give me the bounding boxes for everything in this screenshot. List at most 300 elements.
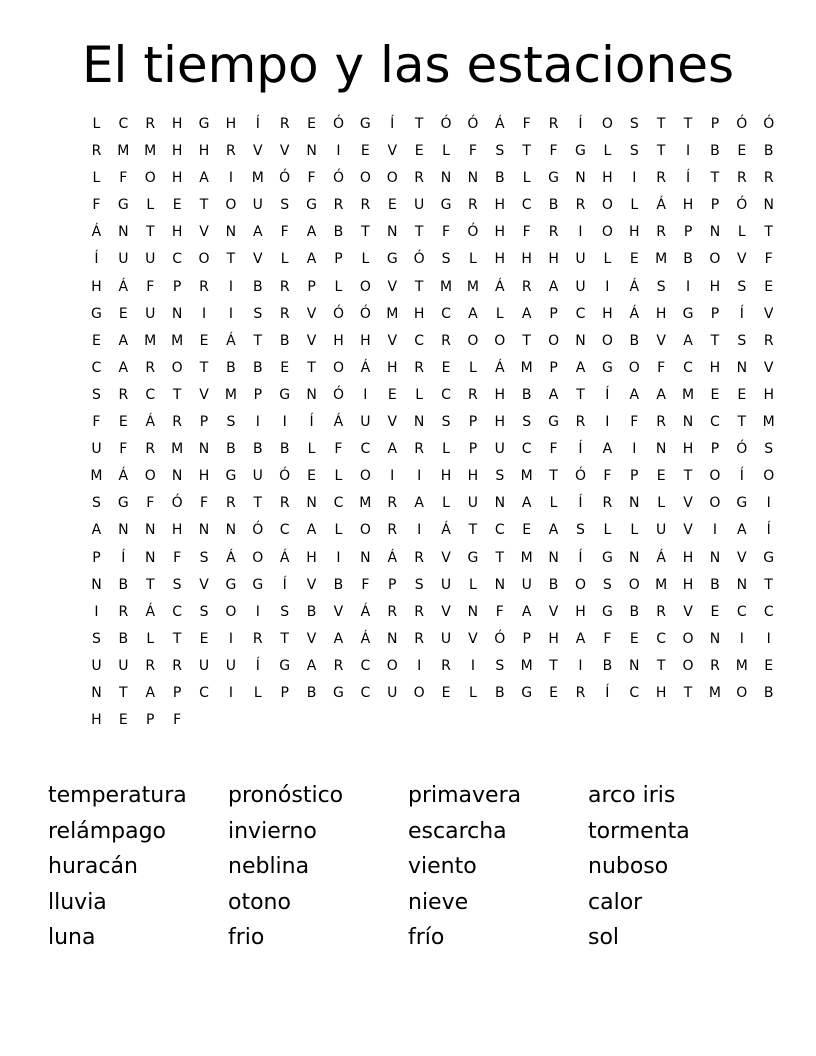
grid-letter: H	[655, 305, 667, 322]
grid-letter: H	[655, 684, 667, 701]
grid-letter: Ó	[279, 170, 291, 187]
word-list-item: nieve	[408, 889, 469, 915]
grid-letter: G	[279, 657, 291, 674]
grid-letter: C	[360, 684, 371, 701]
grid-letter: B	[521, 386, 532, 403]
page-title: El tiempo y las estaciones	[81, 36, 735, 94]
grid-letter: I	[766, 495, 771, 512]
grid-letter: O	[144, 170, 156, 187]
grid-letter: E	[118, 712, 128, 729]
grid-letter: U	[252, 197, 263, 214]
grid-letter: G	[682, 305, 694, 322]
grid-letter: I	[228, 630, 233, 647]
grid-letter: T	[253, 332, 263, 349]
grid-letter: I	[336, 143, 341, 160]
grid-letter: C	[279, 522, 290, 539]
grid-letter: V	[306, 305, 317, 322]
grid-letter: T	[764, 576, 773, 593]
word-list-item: frío	[408, 925, 445, 950]
grid-letter: S	[280, 603, 290, 620]
grid-letter: B	[333, 224, 344, 241]
grid-letter: Ó	[494, 630, 506, 647]
grid-letter: S	[629, 143, 639, 160]
grid-letter: N	[144, 522, 156, 539]
grid-letter: S	[199, 549, 209, 566]
grid-letter: Á	[118, 468, 129, 485]
grid-letter: N	[682, 414, 694, 431]
grid-letter: N	[494, 576, 506, 593]
grid-letter: A	[253, 224, 263, 241]
grid-letter: E	[92, 332, 101, 349]
grid-letter: S	[172, 576, 182, 593]
grid-letter: V	[279, 143, 290, 160]
grid-letter: A	[548, 522, 559, 539]
grid-letter: P	[280, 684, 289, 701]
grid-letter: Ó	[574, 468, 586, 485]
grid-letter: Í	[282, 576, 287, 593]
grid-letter: M	[520, 549, 533, 566]
grid-letter: L	[92, 170, 101, 187]
grid-letter: E	[307, 468, 316, 485]
grid-letter: Í	[685, 170, 691, 187]
grid-letter: N	[306, 386, 317, 403]
grid-letter: S	[629, 116, 639, 132]
grid-letter: O	[709, 251, 721, 268]
grid-letter: N	[629, 549, 640, 566]
grid-letter: M	[359, 495, 372, 512]
grid-letter: R	[279, 305, 290, 322]
grid-letter: N	[467, 603, 479, 620]
grid-letter: V	[306, 332, 317, 349]
grid-letter: C	[441, 386, 451, 403]
grid-letter: F	[495, 603, 504, 620]
word-list-item: huracán	[48, 854, 138, 879]
grid-letter: Á	[279, 549, 290, 566]
grid-letter: C	[118, 116, 129, 132]
grid-letter: A	[575, 359, 586, 376]
grid-letter: N	[709, 224, 721, 241]
grid-letter: G	[736, 495, 748, 512]
grid-letter: R	[279, 116, 290, 132]
grid-letter: E	[280, 359, 290, 376]
grid-letter: S	[280, 197, 290, 214]
grid-letter: A	[199, 170, 209, 187]
word-list-item: escarcha	[408, 818, 507, 844]
grid-letter: N	[467, 170, 479, 187]
grid-letter: G	[117, 197, 129, 214]
grid-letter: C	[683, 359, 693, 376]
grid-letter: R	[575, 684, 586, 701]
grid-letter: Ó	[413, 251, 425, 268]
grid-letter: H	[467, 468, 479, 485]
grid-letter: E	[387, 386, 397, 403]
grid-letter: O	[548, 332, 560, 349]
grid-letter: I	[390, 468, 395, 485]
grid-letter: E	[118, 414, 128, 431]
grid-letter: T	[656, 143, 666, 160]
grid-letter: O	[601, 332, 613, 349]
grid-letter: M	[171, 441, 184, 458]
grid-letter: R	[414, 630, 424, 647]
grid-letter: C	[521, 197, 532, 214]
grid-letter: R	[521, 278, 532, 295]
grid-letter: T	[145, 576, 155, 593]
grid-letter: Ó	[763, 116, 775, 132]
grid-letter: U	[360, 414, 371, 431]
grid-letter: Í	[578, 116, 583, 132]
grid-letter: L	[253, 684, 262, 701]
grid-letter: V	[737, 251, 747, 268]
grid-letter: M	[655, 251, 668, 268]
grid-letter: V	[306, 576, 317, 593]
grid-letter: R	[145, 657, 156, 674]
grid-letter: A	[548, 278, 559, 295]
grid-letter: V	[683, 495, 693, 512]
grid-letter: N	[360, 549, 371, 566]
grid-letter: C	[145, 386, 156, 403]
grid-letter: B	[683, 251, 693, 268]
grid-letter: F	[468, 143, 477, 160]
grid-letter: R	[145, 116, 156, 132]
grid-letter: A	[414, 495, 424, 512]
grid-letter: T	[522, 332, 531, 349]
grid-letter: M	[681, 386, 695, 403]
grid-letter: G	[386, 251, 398, 268]
grid-letter: C	[199, 684, 209, 701]
grid-letter: V	[306, 630, 317, 647]
grid-letter: Á	[656, 549, 666, 566]
word-list-item: pronóstico	[228, 783, 344, 808]
grid-letter: A	[656, 386, 666, 403]
grid-letter: G	[440, 197, 452, 214]
grid-letter: L	[603, 251, 612, 268]
grid-letter: O	[386, 170, 398, 187]
grid-letter: F	[92, 197, 101, 214]
grid-letter: Ó	[736, 441, 748, 458]
grid-letter: O	[413, 684, 425, 701]
grid-letter: V	[683, 603, 693, 620]
grid-letter: H	[171, 224, 183, 241]
grid-letter: E	[522, 522, 532, 539]
grid-letter: O	[574, 576, 586, 593]
grid-letter: R	[548, 116, 559, 132]
grid-letter: H	[171, 116, 183, 132]
grid-letter: L	[146, 197, 155, 214]
grid-letter: G	[252, 576, 264, 593]
grid-letter: R	[548, 224, 559, 241]
grid-letter: U	[440, 576, 452, 593]
grid-letter: E	[549, 684, 559, 701]
grid-letter: B	[763, 143, 774, 160]
grid-letter: F	[603, 468, 612, 485]
grid-letter: H	[763, 386, 774, 403]
grid-letter: G	[333, 684, 344, 701]
grid-letter: E	[441, 359, 451, 376]
grid-letter: I	[228, 170, 233, 187]
grid-letter: U	[494, 441, 505, 458]
grid-letter: Í	[578, 495, 583, 512]
grid-letter: G	[359, 116, 371, 132]
grid-letter: Á	[656, 197, 666, 214]
grid-letter: V	[548, 603, 559, 620]
grid-letter: Í	[94, 251, 99, 268]
grid-letter: R	[226, 143, 236, 160]
grid-letter: O	[601, 116, 613, 132]
word-list-item: lluvia	[48, 889, 107, 915]
grid-letter: H	[494, 414, 506, 431]
grid-letter: M	[466, 278, 479, 295]
grid-letter: N	[736, 359, 748, 376]
grid-letter: M	[144, 143, 157, 160]
grid-letter: S	[92, 630, 101, 647]
grid-letter: S	[576, 522, 585, 539]
grid-letter: Ó	[332, 116, 344, 132]
grid-letter: N	[171, 468, 183, 485]
grid-letter: T	[414, 278, 424, 295]
grid-letter: L	[361, 251, 370, 268]
grid-letter: T	[172, 630, 182, 647]
grid-letter: R	[602, 495, 613, 512]
grid-letter: V	[387, 414, 398, 431]
grid-letter: Ó	[440, 116, 452, 132]
grid-letter: B	[548, 576, 559, 593]
grid-letter: P	[172, 278, 182, 295]
grid-letter: S	[414, 576, 424, 593]
grid-letter: B	[306, 684, 317, 701]
grid-letter: E	[737, 143, 747, 160]
grid-letter: F	[280, 224, 289, 241]
word-list-item: neblina	[228, 854, 310, 879]
grid-letter: O	[225, 603, 237, 620]
grid-letter: H	[494, 386, 506, 403]
grid-letter: R	[387, 495, 398, 512]
grid-letter: T	[495, 549, 505, 566]
grid-letter: N	[440, 170, 452, 187]
grid-letter: T	[683, 468, 693, 485]
grid-letter: H	[682, 549, 694, 566]
grid-letter: R	[172, 657, 182, 674]
grid-letter: Í	[578, 549, 583, 566]
grid-letter: I	[685, 278, 691, 295]
grid-letter: N	[709, 549, 721, 566]
grid-letter: S	[441, 414, 451, 431]
grid-letter: U	[440, 630, 452, 647]
grid-letter: N	[709, 630, 721, 647]
grid-letter: A	[521, 603, 532, 620]
grid-letter: F	[307, 170, 316, 187]
grid-letter: R	[252, 630, 263, 647]
grid-letter: N	[629, 495, 640, 512]
grid-letter: H	[386, 359, 398, 376]
grid-letter: V	[333, 603, 344, 620]
grid-letter: H	[682, 441, 694, 458]
grid-letter: C	[91, 359, 102, 376]
word-list-item: nuboso	[588, 854, 669, 879]
grid-letter: V	[199, 386, 209, 403]
grid-letter: R	[656, 603, 667, 620]
grid-letter: A	[306, 522, 317, 539]
grid-letter: S	[441, 251, 451, 268]
grid-letter: G	[601, 359, 613, 376]
grid-letter: I	[255, 603, 260, 620]
grid-letter: M	[251, 170, 264, 187]
grid-letter: H	[413, 305, 425, 322]
grid-letter: E	[199, 630, 209, 647]
grid-letter: T	[414, 224, 424, 241]
grid-letter: V	[441, 603, 451, 620]
grid-letter: M	[520, 657, 533, 674]
grid-letter: G	[306, 197, 317, 214]
grid-letter: R	[387, 522, 398, 539]
grid-letter: L	[442, 495, 450, 512]
grid-letter: E	[764, 657, 774, 674]
grid-letter: P	[307, 278, 316, 295]
grid-letter: G	[763, 549, 775, 566]
grid-letter: F	[119, 170, 128, 187]
grid-letter: U	[656, 522, 667, 539]
grid-letter: C	[414, 332, 425, 349]
grid-letter: Í	[255, 657, 260, 674]
grid-letter: B	[226, 359, 236, 376]
grid-letter: P	[683, 224, 693, 241]
grid-letter: I	[578, 224, 583, 241]
grid-letter: T	[576, 386, 585, 403]
grid-letter: S	[602, 576, 612, 593]
grid-letter: C	[521, 441, 532, 458]
grid-letter: N	[306, 143, 317, 160]
grid-letter: R	[172, 414, 182, 431]
grid-letter: H	[628, 224, 640, 241]
grid-letter: B	[279, 332, 290, 349]
grid-letter: E	[710, 386, 720, 403]
word-list-item: calor	[588, 889, 643, 915]
grid-letter: I	[282, 414, 287, 431]
grid-letter: O	[332, 359, 344, 376]
grid-letter: B	[252, 441, 263, 458]
grid-letter: S	[92, 495, 101, 512]
grid-letter: T	[361, 224, 370, 241]
grid-letter: R	[575, 197, 586, 214]
grid-letter: B	[333, 576, 344, 593]
grid-letter: R	[468, 197, 478, 214]
grid-letter: N	[144, 549, 156, 566]
grid-letter: L	[442, 441, 450, 458]
grid-letter: A	[521, 305, 532, 322]
grid-letter: L	[630, 522, 639, 539]
grid-letter: Í	[578, 441, 583, 458]
grid-letter: S	[737, 332, 747, 349]
grid-letter: O	[682, 657, 694, 674]
grid-letter: U	[118, 657, 129, 674]
grid-letter: O	[225, 197, 237, 214]
grid-letter: L	[603, 143, 612, 160]
grid-letter: N	[575, 170, 586, 187]
grid-letter: L	[469, 576, 477, 593]
grid-letter: Ó	[252, 522, 264, 539]
grid-letter: O	[359, 170, 371, 187]
grid-letter: V	[763, 359, 774, 376]
grid-letter: T	[172, 386, 182, 403]
grid-letter: R	[118, 603, 129, 620]
grid-letter: N	[225, 522, 237, 539]
grid-letter: C	[360, 441, 371, 458]
grid-letter: T	[280, 630, 289, 647]
grid-letter: U	[145, 251, 156, 268]
word-list-item: otono	[228, 889, 291, 915]
grid-letter: I	[739, 630, 744, 647]
grid-letter: H	[306, 549, 317, 566]
grid-letter: T	[683, 684, 693, 701]
grid-letter: Á	[360, 603, 371, 620]
grid-letter: Í	[390, 116, 395, 132]
grid-letter: I	[228, 684, 233, 701]
grid-letter: L	[146, 630, 155, 647]
grid-letter: T	[199, 197, 209, 214]
grid-letter: T	[414, 116, 424, 132]
grid-letter: F	[522, 116, 531, 132]
grid-letter: I	[470, 657, 475, 674]
grid-letter: B	[118, 576, 129, 593]
grid-letter: C	[656, 630, 667, 647]
grid-letter: L	[495, 305, 504, 322]
grid-letter: U	[252, 468, 263, 485]
grid-letter: H	[575, 603, 586, 620]
grid-letter: E	[764, 278, 774, 295]
grid-letter: V	[441, 549, 451, 566]
grid-letter: T	[253, 495, 263, 512]
grid-letter: P	[334, 251, 343, 268]
grid-letter: P	[710, 441, 720, 458]
grid-letter: N	[91, 576, 102, 593]
grid-letter: E	[414, 143, 424, 160]
grid-letter: N	[387, 630, 398, 647]
grid-letter: O	[763, 468, 775, 485]
grid-letter: B	[629, 603, 640, 620]
word-list-item: invierno	[228, 818, 317, 844]
grid-letter: O	[628, 576, 640, 593]
grid-letter: R	[91, 143, 102, 160]
grid-letter: Ó	[359, 305, 371, 322]
grid-letter: G	[575, 143, 586, 160]
grid-letter: T	[710, 170, 720, 187]
grid-letter: B	[495, 684, 505, 701]
grid-letter: V	[468, 630, 478, 647]
grid-letter: M	[735, 657, 748, 674]
grid-letter: M	[655, 576, 668, 593]
grid-letter: N	[413, 414, 425, 431]
grid-letter: V	[387, 278, 398, 295]
grid-letter: T	[226, 251, 236, 268]
grid-letter: H	[198, 143, 210, 160]
grid-letter: O	[601, 224, 613, 241]
grid-letter: R	[333, 657, 344, 674]
grid-letter: P	[710, 116, 720, 132]
word-list-item: sol	[588, 925, 620, 950]
grid-letter: I	[417, 522, 422, 539]
grid-letter: Á	[629, 278, 640, 295]
grid-letter: Á	[91, 224, 102, 241]
grid-letter: A	[548, 386, 559, 403]
grid-letter: T	[683, 116, 693, 132]
grid-letter: M	[762, 414, 775, 431]
grid-letter: H	[709, 359, 721, 376]
grid-letter: T	[656, 116, 666, 132]
grid-letter: N	[629, 657, 640, 674]
grid-letter: A	[521, 495, 532, 512]
grid-letter: O	[736, 684, 748, 701]
grid-letter: Á	[495, 116, 505, 132]
grid-letter: R	[414, 549, 424, 566]
